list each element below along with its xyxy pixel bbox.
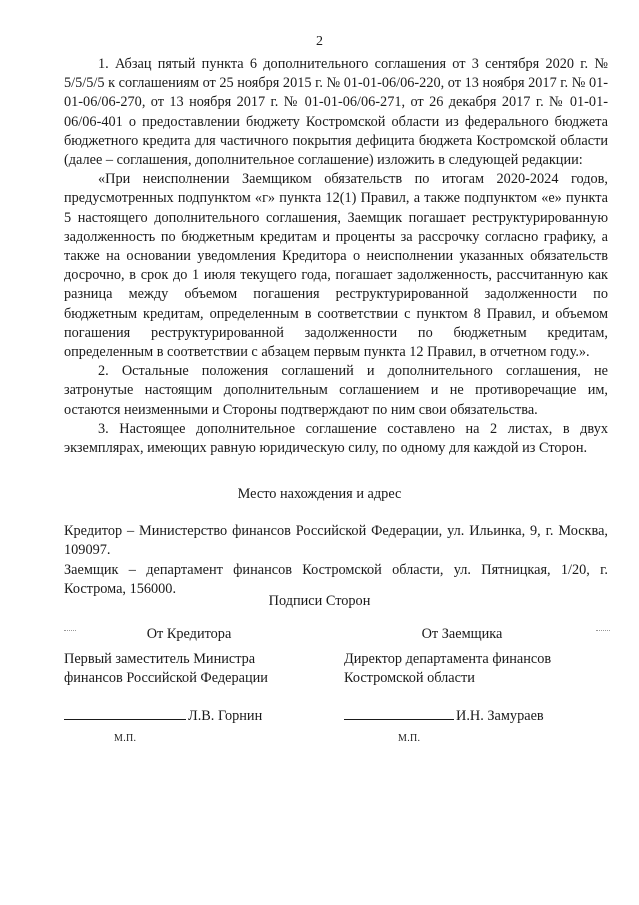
borrower-signatory-name: И.Н. Замураев bbox=[456, 708, 544, 724]
signatures-heading: Подписи Сторон bbox=[268, 593, 371, 609]
address-heading: Место нахождения и адрес bbox=[237, 486, 402, 502]
borrower-signature-line bbox=[344, 705, 454, 720]
creditor-position-line-2: финансов Российской Федерации bbox=[64, 670, 268, 687]
margin-mark-right bbox=[596, 630, 610, 631]
creditor-signature-line bbox=[64, 705, 186, 720]
paragraph-3: 3. Настоящее дополнительное соглашение составлено на 2 листах, в двух экземплярах, имеющих равную юридическую силу, по одному для каждой из Сторон. bbox=[64, 420, 608, 457]
borrower-position-line-2: Костромской области bbox=[344, 670, 475, 687]
borrower-party-label: От Заемщика bbox=[421, 626, 503, 642]
address-block bbox=[64, 522, 608, 600]
quoted-paragraph: «При неисполнении Заемщиком обязательств по итогам 2020-2024 годов, предусмотренных подпунктом «г» пункта 12(1) Правил, а также подпунктом «е» пункта 5 настоящего дополнительного соглашения, Заемщик погашает реструктурированную задолженность по бюджетным кредитам и проценты за рассрочку согласно графику, а также на основании уведомления Кредитора о неисполнении указанных обязательств досрочно, в срок до 1 июля текущего года, погашает задолженность, рассчитанную как разница между объемом погашения реструктурированной задолженности по бюджетным кредитам, определенным в соответствии с пунктом 8 Правил, и объемом погашения реструктурированной задолженности по бюджетным кредитам, определенным в соответствии с абзацем первым пункта 12 Правил, в отчетном году.». bbox=[64, 171, 608, 361]
creditor-signature bbox=[64, 705, 334, 726]
paragraph-1: 1. Абзац пятый пункта 6 дополнительного соглашения от 3 сентября 2020 г. № 5/5/5/5 к соглашениям от 25 ноября 2015 г. № 01-01-06/06-220, от 13 ноября 2017 г. № 01-01-06/06-270, от 13 ноября 2017 г. № 01-01-06/06-271, от 26 декабря 2017 г. № 01-01-06/06-401 о предоставлении бюджету Костромской области из федерального бюджета бюджетного кредита для частичного покрытия дефицита бюджета Костромской области (далее – соглашения, дополнительное соглашение) изложить в следующей редакции: bbox=[64, 56, 608, 169]
borrower-address: Заемщик – департамент финансов Костромской области, ул. Пятницкая, 1/20, г. Кострома, 156000. bbox=[64, 561, 608, 598]
paragraph-2: 2. Остальные положения соглашений и дополнительного соглашения, не затронутые настоящим дополнительным соглашением и не противоречащие им, остаются неизменными и Стороны подтверждают по ним свои обязательства. bbox=[64, 363, 608, 418]
document-body bbox=[64, 55, 608, 458]
creditor-address: Кредитор – Министерство финансов Российской Федерации, ул. Ильинка, 9, г. Москва, 109097. bbox=[64, 523, 608, 559]
creditor-party-label: От Кредитора bbox=[146, 626, 232, 642]
borrower-position-line-1: Директор департамента финансов bbox=[344, 651, 552, 667]
creditor-position bbox=[64, 650, 334, 689]
page-number: 2 bbox=[316, 34, 323, 49]
creditor-signatory-name: Л.В. Горнин bbox=[188, 708, 263, 724]
creditor-stamp-place: М.П. bbox=[114, 733, 137, 744]
borrower-position bbox=[344, 650, 614, 689]
creditor-position-line-1: Первый заместитель Министра bbox=[64, 651, 256, 667]
borrower-signature bbox=[344, 705, 614, 726]
borrower-stamp-place: М.П. bbox=[398, 733, 421, 744]
